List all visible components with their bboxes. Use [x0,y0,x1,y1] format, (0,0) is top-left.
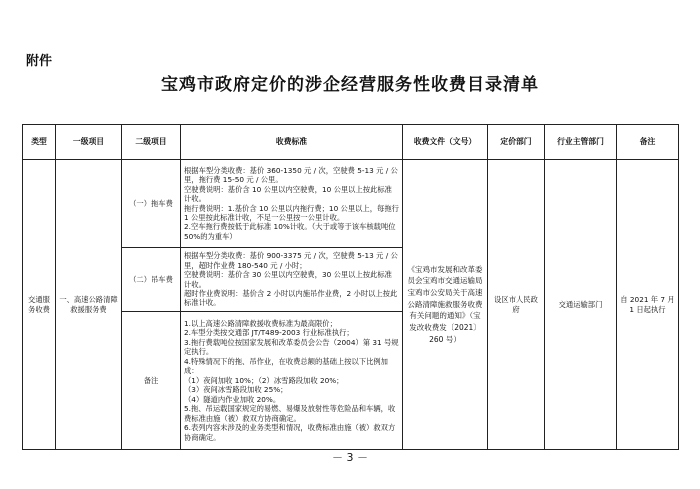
standard-line: （4）隧道内作业加收 20%。 [184,394,281,404]
level1-cell: 一、高速公路清障救援服务费 [56,160,122,450]
page-title: 宝鸡市政府定价的涉企经营服务性收费目录清单 [161,75,539,95]
standard-line: 5.拖、吊运载国家规定的易燃、易爆及放射性等危险品和车辆，收费标准由施（被）救双方协商确定。 [184,404,396,423]
standard-line: 2.空车拖行费按低于此标准 10%计收。（大于或等于该车核载吨位 50%的为重车） [184,222,396,241]
remark-cell: 自 2021 年 7 月 1 日起执行 [617,160,679,450]
fee-catalog-table [22,124,679,450]
document-cell: 《宝鸡市发展和改革委员会宝鸡市交通运输局宝鸡市公安局关于高速公路清障施救服务收费有关问题的通知》（宝发改收费发〔2021〕260 号） [403,160,488,450]
standard-line: 根据车型分类收费：基价 900-3375 元 / 次，空驶费 5-13 元 / 公里，超时作业费 180-540 元 / 小时； [184,251,398,270]
column-header-pricing-dept: 定价部门 [488,125,545,160]
level2-cell-crane: （二）吊车费 [122,248,181,312]
standard-line: 4.特殊情况下的拖、吊作业，在收费总额的基础上按以下比例加成： [184,356,388,376]
column-header-level2: 二级项目 [122,125,181,160]
standard-cell-tow [181,160,403,248]
attachment-label: 附件 [26,54,53,69]
standard-line: 1.以上高速公路清障救援收费标准为最高限价； [184,318,337,328]
standard-line: 3.拖行费载吨位按国家发展和改革委员会公告（2004）第 31 号规定执行。 [184,337,399,357]
standard-cell-crane [181,248,403,312]
pricing-dept-cell: 设区市人民政府 [488,160,545,450]
table-header-row [23,125,679,160]
column-header-remark: 备注 [617,125,679,160]
type-cell: 交通服务收费 [23,160,56,450]
page-number: － 3 － [332,451,368,464]
table-row [23,160,679,248]
standard-line: （1）夜间加收 10%；（2）冰雪路段加收 20%； [184,375,344,385]
standard-line: 空驶费说明：基价含 30 公里以内空驶费，30 公里以上按此标准计收。 [184,270,392,289]
standard-line: 2.车型分类按交通部 JT/T489-2003 行业标准执行； [184,328,354,338]
standard-line: 空驶费说明：基价含 10 公里以内空驶费，10 公里以上按此标准计收。 [184,184,392,204]
industry-dept-cell: 交通运输部门 [545,160,617,450]
standard-line: （3）夜间冰雪路段加收 25%； [184,385,288,395]
column-header-type: 类型 [23,125,56,160]
column-header-document: 收费文件（文号） [403,125,488,160]
standard-line: 超时作业费说明：基价含 2 小时以内施吊作业费，2 小时以上按此标准计收。 [184,288,398,308]
standard-cell-notes [181,312,403,450]
level2-cell-tow: （一）拖车费 [122,160,181,248]
standard-line: 6.表列内容未涉及的业务类型和情况，收费标准由施（被）救双方协商确定。 [184,423,396,442]
column-header-standard: 收费标准 [181,125,403,160]
level2-cell-notes: 备注 [122,312,181,450]
standard-line: 拖行费说明：1.基价含 10 公里以内拖行费；10 公里以上，每拖行 1 公里按此标准计收，不足一公里按一公里计收。 [184,203,399,222]
column-header-level1: 一级项目 [56,125,122,160]
column-header-industry-dept: 行业主管部门 [545,125,617,160]
standard-line: 根据车型分类收费：基价 360-1350 元 / 次，空驶费 5-13 元 / 公里，拖行费 15-50 元 / 公里。 [184,165,398,185]
